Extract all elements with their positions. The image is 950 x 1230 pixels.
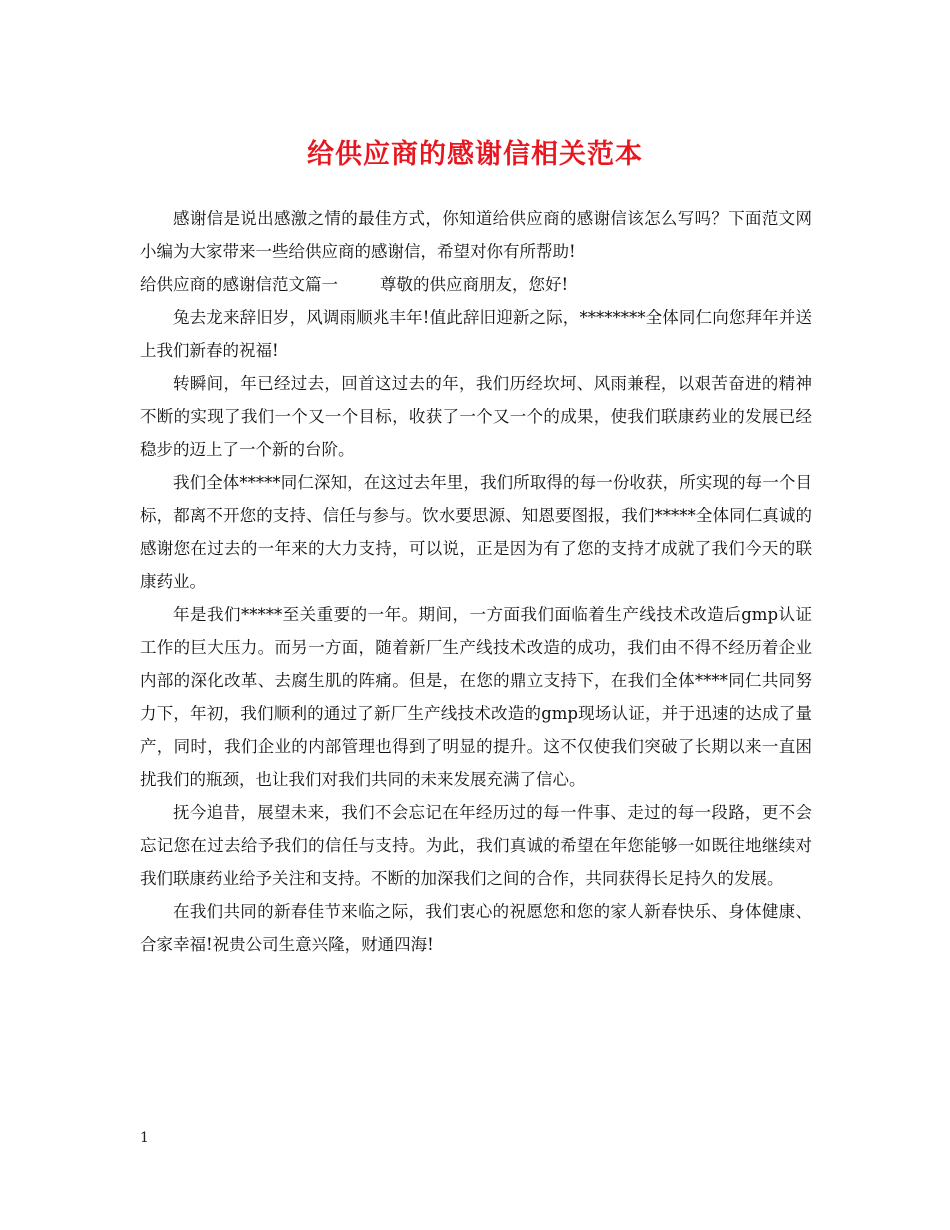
body-paragraph: 我们全体*****同仁深知，在这过去年里，我们所取得的每一份收获，所实现的每一个目标，都离不开您的支持、信任与参与。饮水要思源、知恩要图报，我们*****全体同仁真诚的感谢您在过去的一年来的大力支持，可以说，正是因为有了您的支持才成就了我们今天的联康药业。 <box>140 473 812 591</box>
body-paragraph: 转瞬间，年已经过去，回首这过去的年，我们历经坎坷、风雨兼程，以艰苦奋进的精神不断的实现了我们一个又一个目标，收获了一个又一个的成果，使我们联康药业的发展已经稳步的迈上了一个新的台阶。 <box>140 374 812 459</box>
document-body <box>140 202 812 961</box>
section-heading: 给供应商的感谢信范文篇一 <box>140 275 338 294</box>
intro-paragraph: 感谢信是说出感激之情的最佳方式，你知道给供应商的感谢信该怎么写吗？下面范文网小编为大家带来一些给供应商的感谢信，希望对你有所帮助! <box>140 209 812 261</box>
section-heading-line <box>140 268 812 301</box>
body-paragraph: 年是我们*****至关重要的一年。期间，一方面我们面临着生产线技术改造后gmp认证工作的巨大压力。而另一方面，随着新厂生产线技术改造的成功，我们由不得不经历着企业内部的深化改革、去腐生肌的阵痛。但是，在您的鼎立支持下，在我们全体****同仁共同努力下，年初，我们顺利的通过了新厂生产线技术改造的gmp现场认证，并于迅速的达成了量产，同时，我们企业的内部管理也得到了明显的提升。这不仅使我们突破了长期以来一直困扰我们的瓶颈，也让我们对我们共同的未来发展充满了信心。 <box>140 605 812 789</box>
body-paragraph: 抚今追昔，展望未来，我们不会忘记在年经历过的每一件事、走过的每一段路，更不会忘记您在过去给予我们的信任与支持。为此，我们真诚的希望在年您能够一如既往地继续对我们联康药业给予关注和支持。不断的加深我们之间的合作，共同获得长足持久的发展。 <box>140 803 812 888</box>
document-title: 给供应商的感谢信相关范本 <box>307 139 643 170</box>
closing-paragraph: 在我们共同的新春佳节来临之际，我们衷心的祝愿您和您的家人新春快乐、身体健康、合家幸福!祝贵公司生意兴隆，财通四海! <box>140 902 812 954</box>
salutation: 尊敬的供应商朋友，您好! <box>380 275 569 294</box>
body-paragraph: 兔去龙来辞旧岁，风调雨顺兆丰年!值此辞旧迎新之际，********全体同仁向您拜年并送上我们新春的祝福! <box>140 308 812 360</box>
page-number: 1 <box>140 1130 149 1146</box>
